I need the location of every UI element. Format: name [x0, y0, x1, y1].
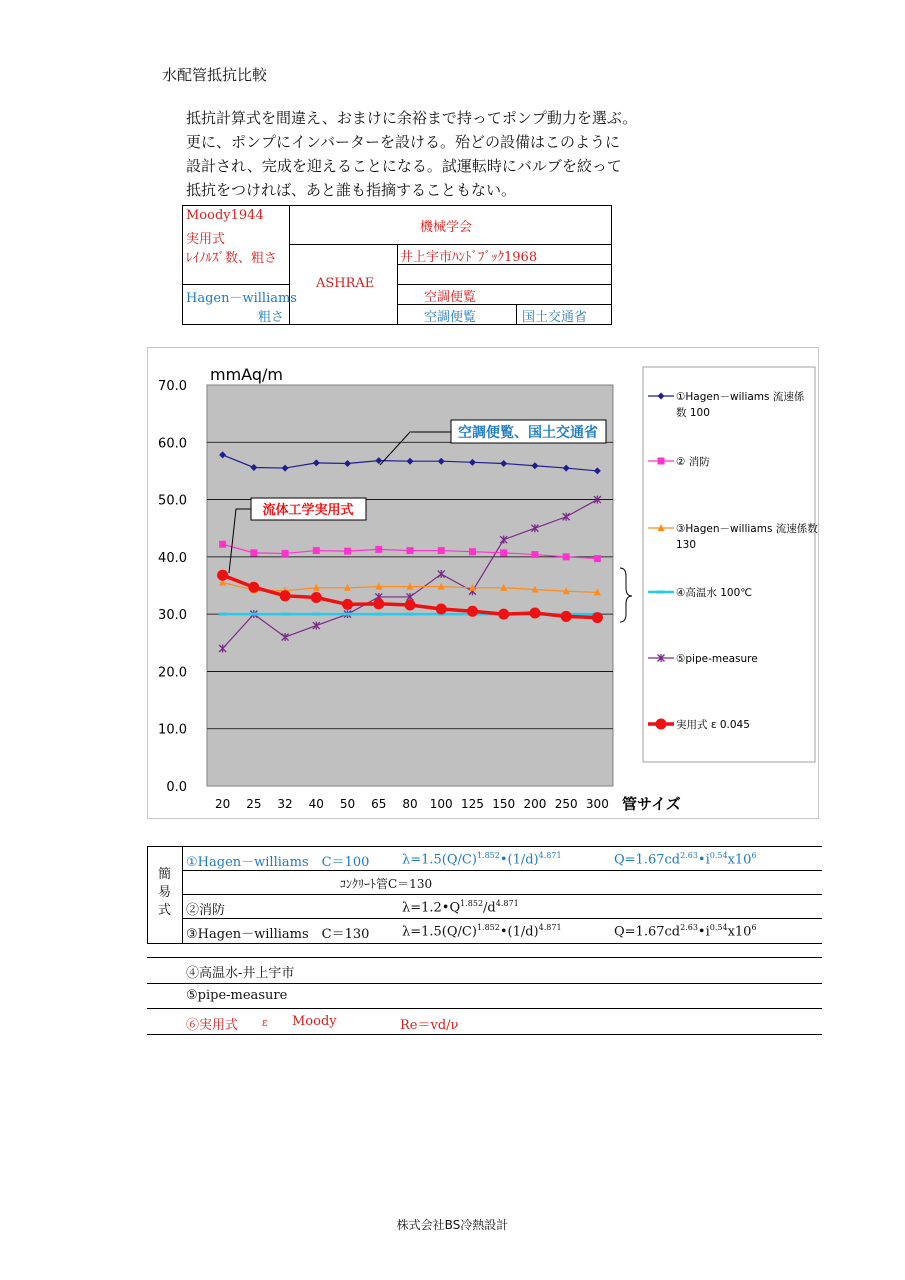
- y-tick-label: 10.0: [158, 722, 187, 738]
- x-tick-label: 125: [461, 797, 484, 811]
- row6-eps: ε: [262, 1016, 268, 1029]
- ref-kokudo: 国土交通省: [522, 310, 588, 325]
- legend-point: [658, 458, 665, 465]
- ref-kucho-blue: 空調便覧: [424, 310, 477, 325]
- ref-reynolds: ﾚｲﾉﾙｽﾞ数、粗さ: [186, 251, 278, 266]
- series-2-point: [344, 548, 351, 555]
- series-2-point: [594, 555, 601, 562]
- side-char: 式: [158, 903, 172, 918]
- y-tick-label: 30.0: [158, 608, 187, 624]
- brace: [620, 568, 632, 622]
- row6-name: ⑥実用式: [186, 1018, 239, 1033]
- series-2-point: [500, 549, 507, 556]
- ref-hagen: Hagen－williams: [186, 291, 297, 306]
- legend-point: [656, 719, 667, 730]
- ref-kikai: 機械学会: [420, 220, 473, 235]
- x-tick-label: 25: [246, 797, 262, 811]
- x-tick-label: 65: [371, 797, 387, 811]
- page-title: 水配管抵抗比較: [162, 66, 268, 84]
- legend-label: ② 消防: [676, 456, 710, 468]
- series-6-point: [592, 612, 603, 623]
- ref-arasa: 粗さ: [258, 310, 285, 325]
- legend-box: [643, 367, 815, 762]
- row3-q: $Q=1.67cd^{2.63}•i^{0.54}x10^6$: [614, 923, 757, 940]
- ref-kucho-red: 空調便覧: [424, 290, 477, 305]
- side-char: 易: [158, 885, 172, 900]
- row2-name: ②消防: [186, 903, 226, 918]
- x-tick-label: 20: [214, 797, 231, 811]
- x-tick-label: 150: [492, 797, 516, 811]
- series-6-point: [561, 611, 572, 622]
- row6-re: Re＝vd/ν: [400, 1018, 459, 1033]
- series-6-point: [311, 592, 322, 603]
- y-tick-label: 20.0: [158, 665, 187, 681]
- y-tick-label: 40.0: [158, 550, 187, 566]
- x-tick-label: 32: [277, 797, 293, 811]
- x-axis-label: 管サイズ: [622, 795, 681, 813]
- series-6-point: [248, 582, 259, 593]
- intro-line: 抵抗をつければ、あと誰も指摘することもない。: [186, 181, 517, 199]
- resistance-chart: [148, 348, 820, 820]
- row3-name: ③Hagen－williams C＝130: [186, 927, 370, 942]
- annotation-label: 流体工学実用式: [262, 503, 354, 518]
- series-2-point: [250, 549, 257, 556]
- side-char: 簡: [158, 867, 172, 882]
- ref-moody: Moody1944: [186, 208, 264, 223]
- ref-ashrae: ASHRAE: [316, 276, 375, 291]
- series-6-point: [342, 599, 353, 610]
- x-tick-label: 300: [585, 797, 609, 811]
- series-2-point: [563, 553, 570, 560]
- row3-lambda: $\lambda=1.5(Q/C)^{1.852}•(1/d)^{4.871}$: [402, 923, 562, 940]
- legend-label: 数 100: [676, 407, 710, 419]
- series-6-point: [529, 607, 540, 618]
- row5-name: ⑤pipe-measure: [186, 988, 288, 1003]
- legend-label: ③Hagen－williams 流速係数: [676, 523, 818, 535]
- x-tick-label: 250: [554, 797, 578, 811]
- series-6-point: [280, 590, 291, 601]
- legend-label: 実用式 ε 0.045: [676, 719, 750, 731]
- legend-label: ④高温水 100℃: [676, 587, 753, 599]
- y-tick-label: 60.0: [158, 436, 187, 452]
- series-2-point: [438, 547, 445, 554]
- series-6-point: [467, 606, 478, 617]
- y-tick-label: 70.0: [158, 379, 187, 394]
- x-tick-label: 80: [402, 797, 418, 811]
- annotation-label: 空調便覧、国土交通省: [458, 425, 598, 441]
- series-2-point: [282, 550, 289, 557]
- series-2-point: [313, 547, 320, 554]
- series-2-point: [375, 546, 382, 553]
- row1-name: ①Hagen－williams C＝100: [186, 855, 370, 870]
- intro-line: 抵抗計算式を間違え、おまけに余裕まで持ってポンプ動力を選ぶ。: [186, 109, 638, 127]
- x-tick-label: 200: [523, 797, 547, 811]
- intro-line: 設計され、完成を迎えることになる。試運転時にバルブを絞って: [186, 157, 622, 175]
- legend-label: ①Hagen－wiliams 流速係: [676, 391, 805, 403]
- ref-jitsuyoshiki: 実用式: [186, 232, 226, 247]
- row6-moody: Moody: [292, 1014, 337, 1029]
- row1-q: $Q=1.67cd^{2.63}•i^{0.54}x10^6$: [614, 851, 757, 868]
- intro-paragraph: [186, 106, 637, 202]
- x-tick-label: 40: [308, 797, 324, 811]
- row1-lambda: $\lambda=1.5(Q/C)^{1.852}•(1/d)^{4.871}$: [402, 851, 562, 868]
- y-axis-label: mmAq/m: [210, 365, 283, 384]
- row2-lambda: $\lambda=1.2•Q^{1.852}/d^{4.871}$: [402, 899, 519, 916]
- series-2-point: [219, 541, 226, 548]
- footer-company: 株式会社BS冷熱設計: [396, 1218, 509, 1232]
- legend-label: 130: [676, 539, 697, 551]
- series-2-point: [469, 548, 476, 555]
- series-6-point: [405, 599, 416, 610]
- series-2-point: [531, 551, 538, 558]
- x-tick-label: 50: [339, 797, 356, 811]
- chart-container: [147, 347, 819, 819]
- row1b-concrete: ｺﾝｸﾘｰﾄ管C＝130: [340, 877, 433, 891]
- series-6-point: [498, 609, 509, 620]
- series-6-point: [373, 598, 384, 609]
- series-2-point: [407, 547, 414, 554]
- intro-line: 更に、ポンプにインバーターを設ける。殆どの設備はこのように: [186, 133, 620, 151]
- y-tick-label: 0.0: [166, 780, 187, 795]
- series-6-point: [217, 570, 228, 581]
- formula-side-label: [158, 866, 171, 920]
- row4-name: ④高温水-井上宇市: [186, 966, 295, 981]
- series-6-point: [436, 603, 447, 614]
- x-tick-label: 100: [429, 797, 453, 811]
- legend-label: ⑤pipe-measure: [676, 653, 758, 665]
- y-tick-label: 50.0: [158, 493, 187, 509]
- ref-inoue: 井上宇市ﾊﾝﾄﾞﾌﾞｯｸ1968: [400, 250, 538, 265]
